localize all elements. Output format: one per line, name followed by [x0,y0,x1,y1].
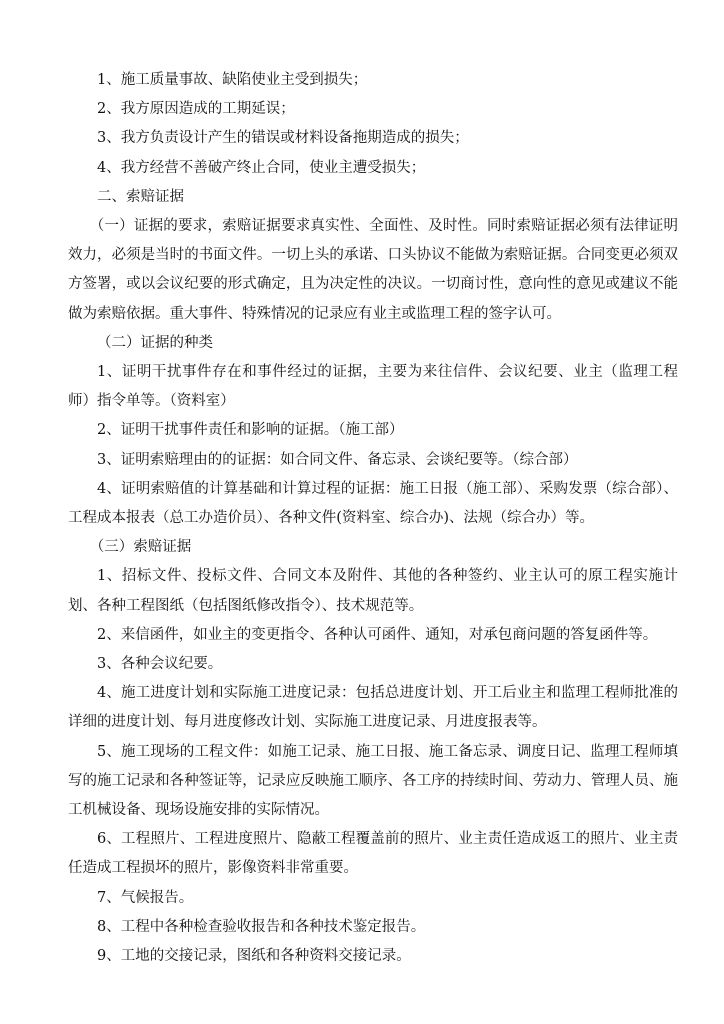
paragraph-delay: 2、我方原因造成的工期延误； [97,101,295,118]
paragraph-evidence-requirements: （一）证据的要求，索赔证据要求真实性、全面性、及时性。同时索赔证据必须有法律证明效力，必须是当时的书面文件。一切上头的承诺、口头协议不能做为索赔证据。合同变更必须双方签署，或以会议纪要的形式确定，且为决定性的决议。一切商讨性，意向性的意见或建议不能做为索赔依据。重大事件、特殊情况的记录应有业主或监理工程的签字认可。 [68,218,678,322]
paragraph-loss-quality: 1、施工质量事故、缺陷使业主受到损失； [97,72,368,88]
paragraph-evidence-7: 7、气候报告。 [97,889,194,906]
section-heading-evidence: 二、索赔证据 [97,188,184,205]
paragraph-evidence-5: 5、施工现场的工程文件：如施工记录、施工日报、施工备忘录、调度日记、监理工程师填写的施工记录和各种签证等，记录应反映施工顺序、各工序的持续时间、劳动力、管理人员、施工机械设备、现场设施安排的实际情况。 [68,743,678,819]
paragraph-evidence-8: 8、工程中各种检查验收报告和各种技术鉴定报告。 [97,918,426,935]
subheading-claim-evidence: （三）索赔证据 [89,539,192,556]
paragraph-type-4: 4、证明索赔值的计算基础和计算过程的证据：施工日报（施工部）、采购发票（综合部）、工程成本报表（总工办造价员）、各种文件(资料室、综合办)、法规（综合办）等。 [68,480,678,527]
paragraph-evidence-6: 6、工程照片、工程进度照片、隐蔽工程覆盖前的照片、业主责任造成返工的照片、业主责任造成工程损坏的照片，影像资料非常重要。 [68,831,678,877]
paragraph-evidence-3: 3、各种会议纪要。 [97,656,223,673]
paragraph-type-3: 3、证明索赔理由的的证据：如合同文件、备忘录、会谈纪要等。（综合部） [97,451,578,468]
subheading-evidence-types: （二）证据的种类 [97,334,213,351]
paragraph-bankruptcy: 4、我方经营不善破产终止合同，使业主遭受损失； [97,159,426,176]
paragraph-evidence-9: 9、工地的交接记录，图纸和各种资料交接记录。 [97,948,411,965]
paragraph-type-2: 2、证明干扰事件责任和影响的证据。（施工部） [97,422,404,439]
paragraph-evidence-1: 1、招标文件、投标文件、合同文本及附件、其他的各种签约、业主认可的原工程实施计划、各种工程图纸（包括图纸修改指令）、技术规范等。 [68,568,678,614]
document-body [68,66,678,971]
paragraph-design-error: 3、我方负责设计产生的错误或材料设备拖期造成的损失； [97,130,469,147]
paragraph-evidence-2: 2、来信函件，如业主的变更指令、各种认可函件、通知，对承包商问题的答复函件等。 [97,626,658,643]
paragraph-evidence-4: 4、施工进度计划和实际施工进度记录：包括总进度计划、开工后业主和监理工程师批准的详细的进度计划、每月进度修改计划、实际施工进度记录、月进度报表等。 [68,685,678,731]
paragraph-type-1: 1、证明干扰事件存在和事件经过的证据，主要为来往信件、会议纪要、业主（监理工程师）指令单等。（资料室） [68,364,678,410]
